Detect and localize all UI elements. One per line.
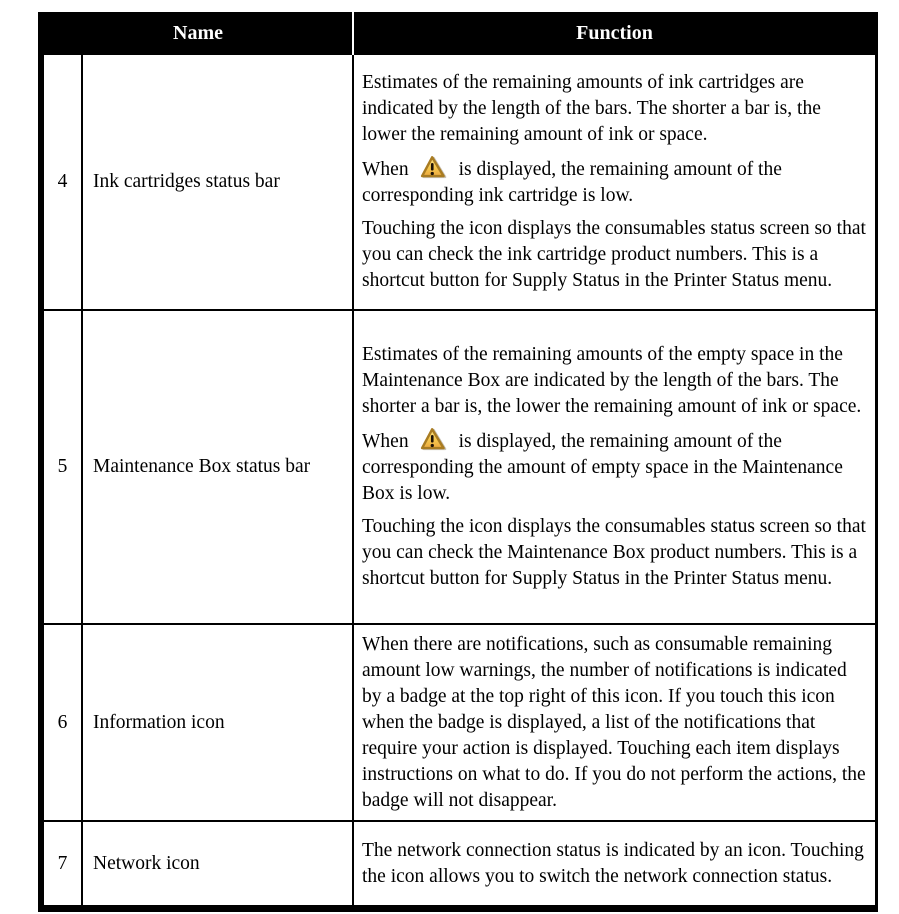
warning-prefix-text: When bbox=[362, 159, 409, 180]
column-header-name: Name bbox=[44, 12, 354, 55]
warning-suffix-text: is displayed, the remaining amount of the corresponding ink cartridge is low. bbox=[362, 159, 782, 206]
control-panel-spec-table bbox=[38, 12, 878, 912]
function-paragraph: Touching the icon displays the consumables status screen so that you can check the ink cartridge product numbers. This is a shortcut button for Supply Status in the Printer Status menu. bbox=[362, 218, 866, 291]
row-name: Ink cartridges status bar bbox=[83, 55, 354, 311]
function-paragraph: Estimates of the remaining amounts of the empty space in the Maintenance Box are indicated by the length of the bars. The shorter a bar is, the lower the remaining amount of ink or space. bbox=[362, 344, 862, 417]
row-number: 5 bbox=[44, 311, 83, 625]
row-name: Network icon bbox=[83, 822, 354, 905]
function-paragraph: Touching the icon displays the consumables status screen so that you can check the Maintenance Box product numbers. This is a shortcut button for Supply Status in the Printer Status menu. bbox=[362, 516, 866, 589]
row-function-cell bbox=[354, 625, 875, 822]
row-number: 7 bbox=[44, 822, 83, 905]
function-paragraph: Estimates of the remaining amounts of ink cartridges are indicated by the length of the bars. The shorter a bar is, the lower the remaining amount of ink or space. bbox=[362, 72, 821, 145]
table-row-network-icon bbox=[44, 822, 875, 905]
table-header-row bbox=[44, 12, 875, 55]
row-name: Maintenance Box status bar bbox=[83, 311, 354, 625]
function-paragraph-warning bbox=[362, 427, 867, 507]
table-row-information-icon bbox=[44, 625, 875, 822]
row-number: 4 bbox=[44, 55, 83, 311]
table-row-maintenance-box bbox=[44, 311, 875, 625]
function-paragraph: The network connection status is indicated by an icon. Touching the icon allows you to switch the network connection status. bbox=[362, 839, 864, 887]
warning-prefix-text: When bbox=[362, 431, 409, 452]
warning-triangle-icon bbox=[419, 427, 447, 452]
row-name: Information icon bbox=[83, 625, 354, 822]
row-function-cell bbox=[354, 311, 875, 625]
function-paragraph-warning bbox=[362, 155, 867, 209]
row-number: 6 bbox=[44, 625, 83, 822]
row-function-cell bbox=[354, 822, 875, 905]
table-row-ink-cartridges bbox=[44, 55, 875, 311]
warning-triangle-icon bbox=[419, 155, 447, 180]
column-header-function: Function bbox=[354, 12, 875, 55]
warning-suffix-text: is displayed, the remaining amount of the corresponding the amount of empty space in the Maintenance Box is low. bbox=[362, 431, 843, 504]
function-paragraph: When there are notifications, such as consumable remaining amount low warnings, the number of notifications is indicated by a badge at the top right of this icon. If you touch this icon when the badge is displayed, a list of the notifications that require your action is displayed. Touching each item displays instructions on what to do. If you do not perform the actions, the badge will not disappear. bbox=[362, 633, 866, 811]
row-function-cell bbox=[354, 55, 875, 311]
